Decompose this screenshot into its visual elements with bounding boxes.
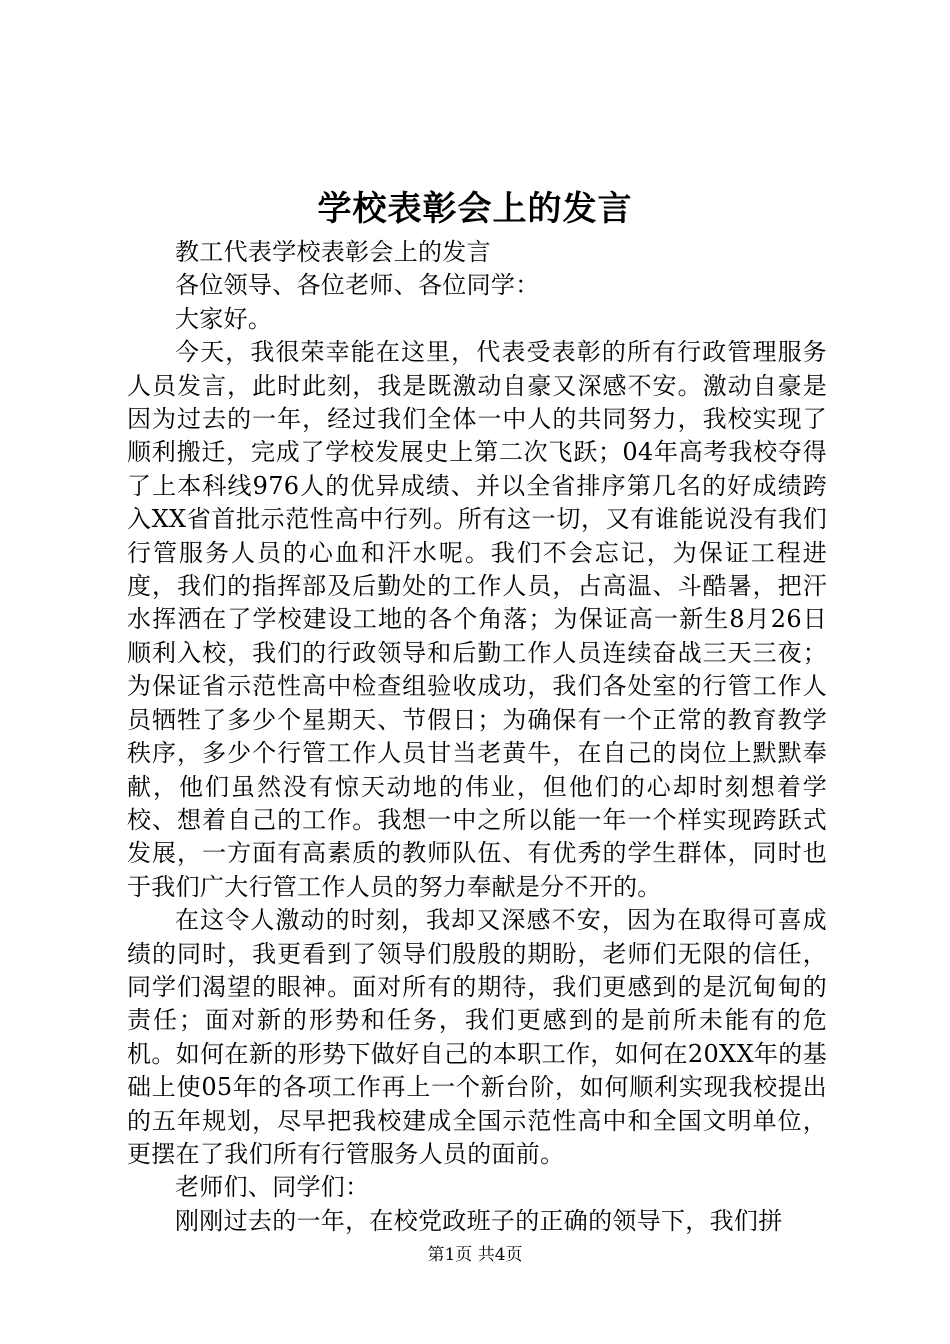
paragraph-salutation: 各位领导、各位老师、各位同学： xyxy=(175,271,540,300)
paragraph-greeting: 大家好。 xyxy=(175,304,273,333)
paragraph-body-3: 刚刚过去的一年，在校党政班子的正确的领导下，我们拼 xyxy=(175,1206,783,1235)
page-number-footer: 第1页 共4页 xyxy=(427,1245,523,1265)
document-title: 学校表彰会上的发言 xyxy=(317,189,633,229)
paragraph-subtitle: 教工代表学校表彰会上的发言 xyxy=(175,238,491,266)
paragraph-body-2: 在这令人激动的时刻，我却又深感不安，因为在取得可喜成绩的同时，我更看到了领导们殷殷的期盼，老师们无限的信任，同学们渴望的眼神。面对所有的期待，我们更感到的是沉甸甸的责任；面对新的形势和任务，我们更感到的是前所未能有的危机。如何在新的形势下做好自己的本职工作，如何在20XX年的基础上使05年的各项工作再上一个新台阶，如何顺利实现我校提出的五年规划，尽早把我校建成全国示范性高中和全国文明单位，更摆在了我们所有行管服务人员的面前。 xyxy=(127,906,827,1168)
paragraph-address: 老师们、同学们： xyxy=(175,1173,370,1202)
paragraph-body-1: 今天，我很荣幸能在这里，代表受表彰的所有行政管理服务人员发言，此时此刻，我是既激动自豪又深感不安。激动自豪是因为过去的一年，经过我们全体一中人的共同努力，我校实现了顺利搬迁，完成了学校发展史上第二次飞跃；04年高考我校夺得了上本科线976人的优异成绩、并以全省排序第几名的好成绩跨入XX省首批示范性高中行列。所有这一切，又有谁能说没有我们行管服务人员的心血和汗水呢。我们不会忘记，为保证工程进度，我们的指挥部及后勤处的工作人员，占高温、斗酷暑，把汗水挥洒在了学校建设工地的各个角落；为保证高一新生8月26日顺利入校，我们的行政领导和后勤工作人员连续奋战三天三夜；为保证省示范性高中检查组验收成功，我们各处室的行管工作人员牺牲了多少个星期天、节假日；为确保有一个正常的教育教学秩序，多少个行管工作人员甘当老黄牛，在自己的岗位上默默奉献，他们虽然没有惊天动地的伟业，但他们的心却时刻想着学校、想着自己的工作。我想一中之所以能一年一个样实现跨跃式发展，一方面有高素质的教师队伍、有优秀的学生群体，同时也于我们广大行管工作人员的努力奉献是分不开的。 xyxy=(127,338,827,901)
document-body xyxy=(127,236,827,1238)
